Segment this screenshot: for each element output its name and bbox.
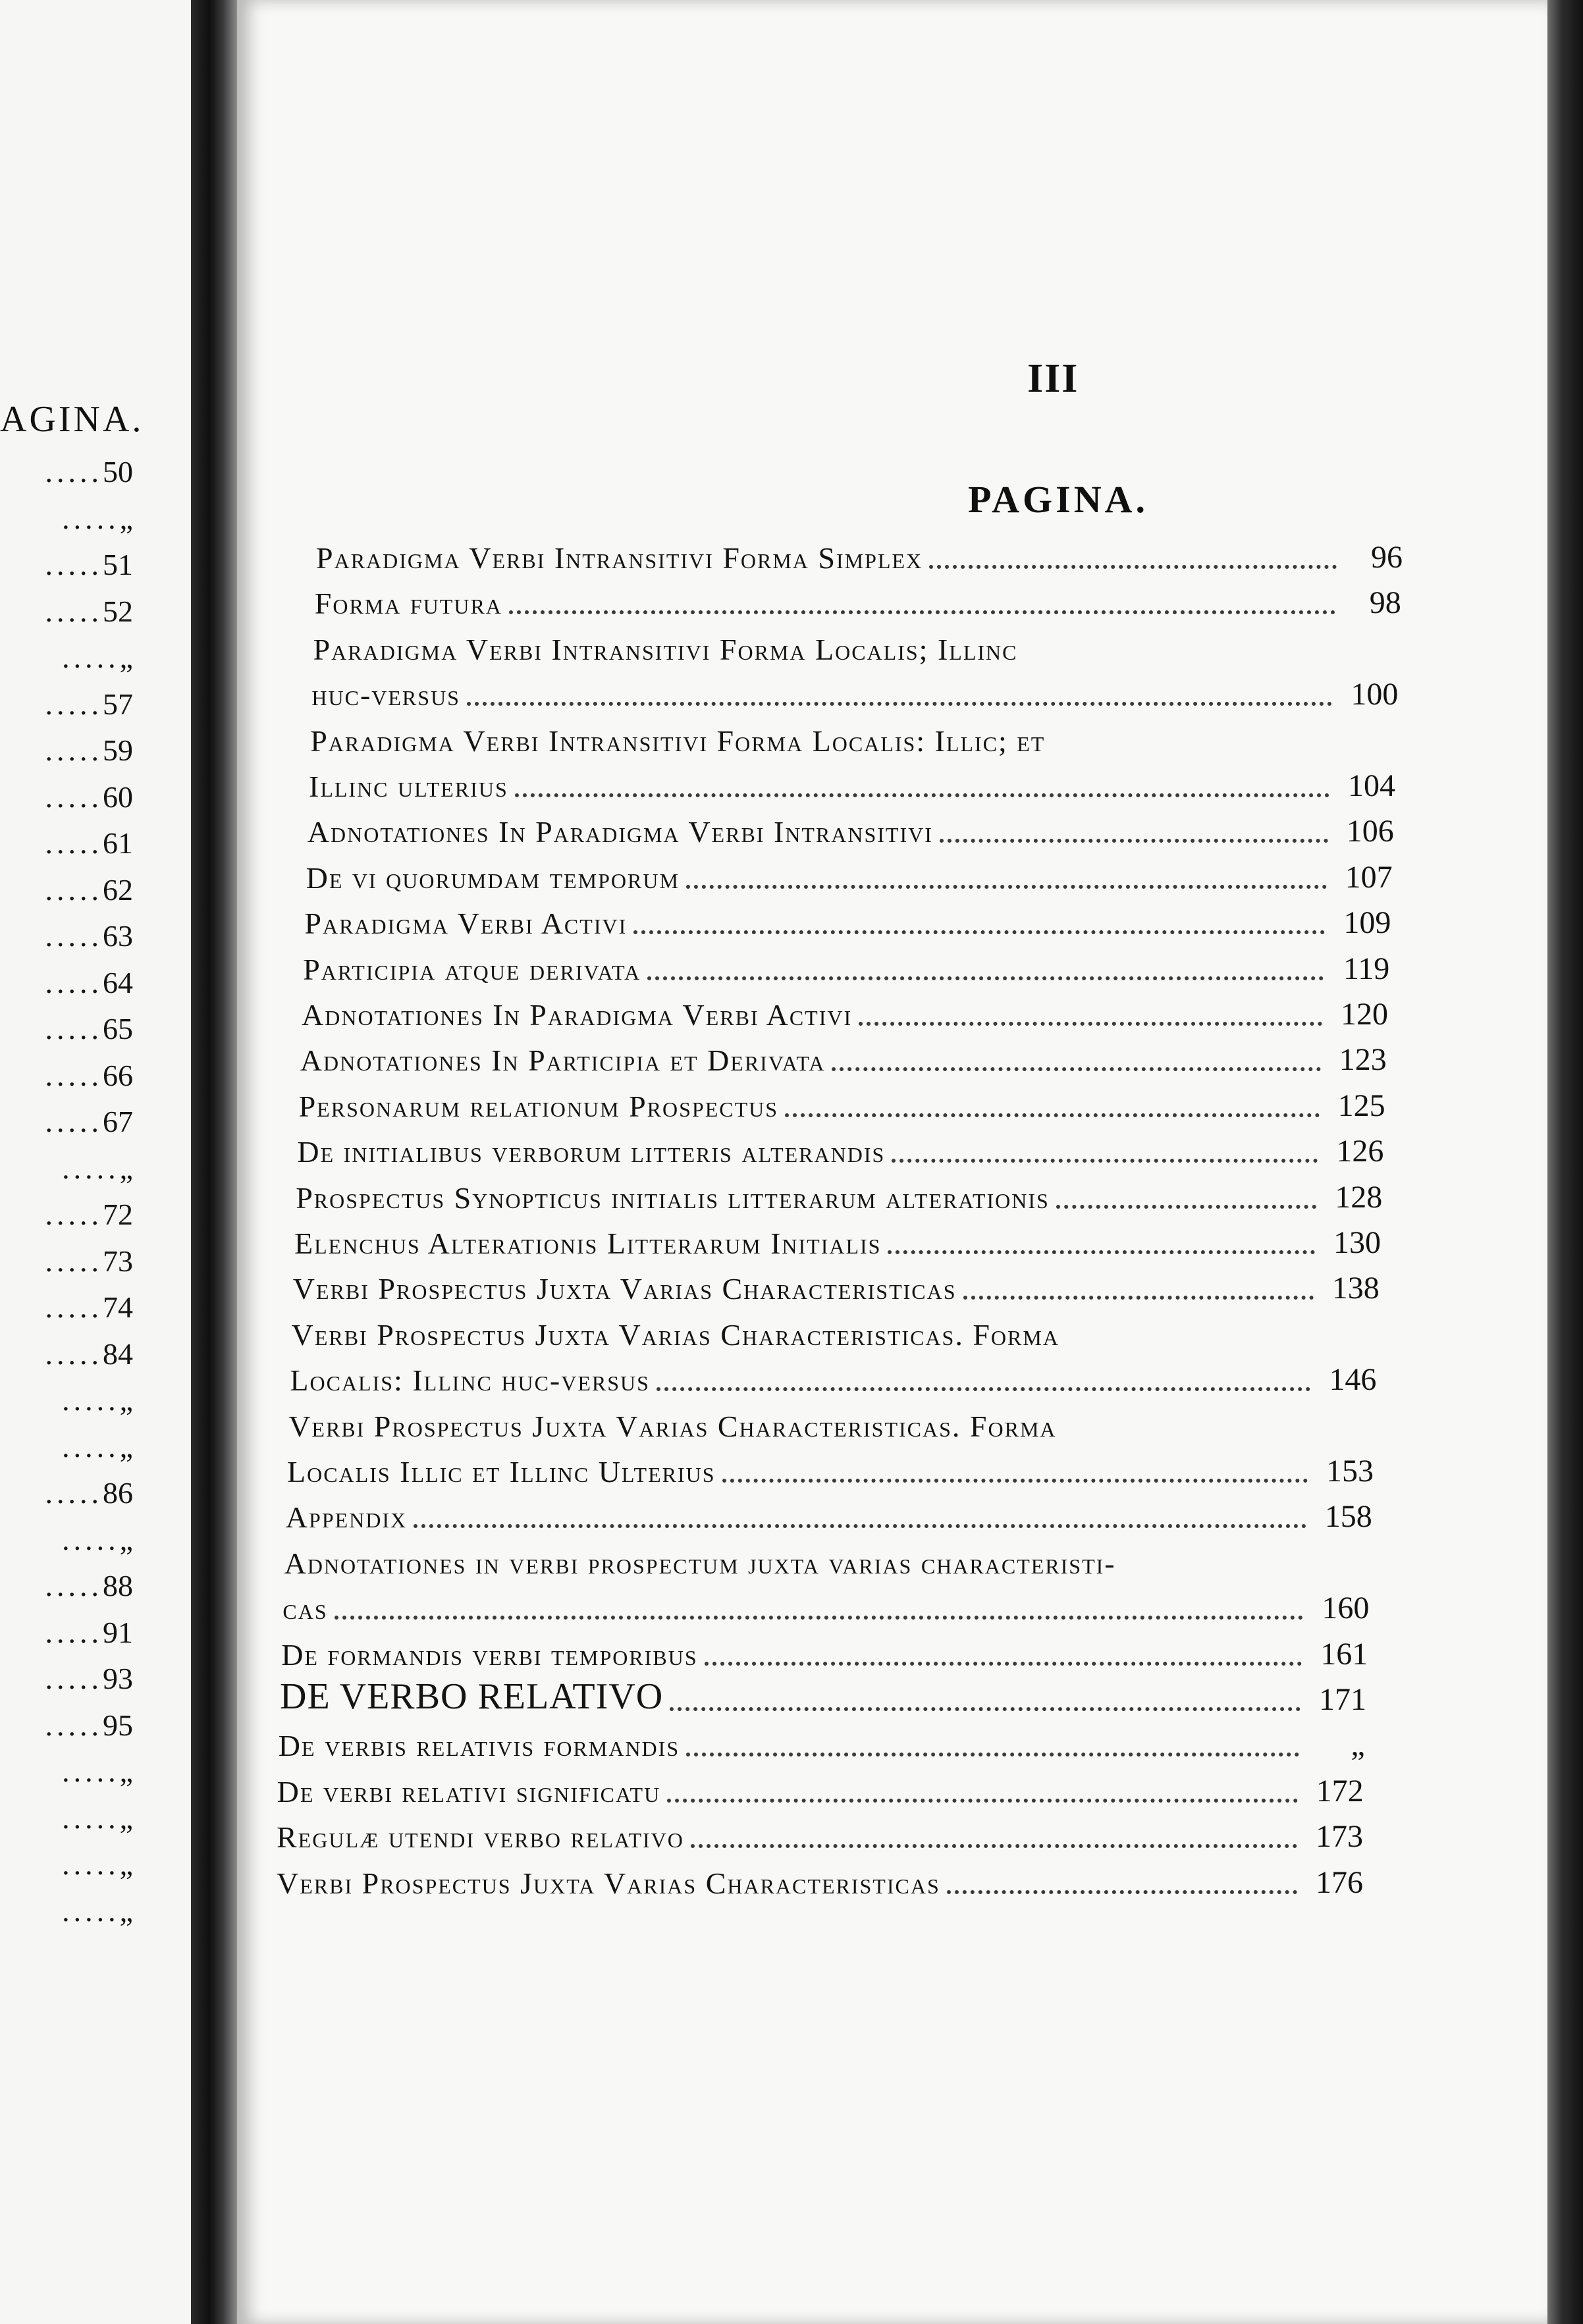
left-page-number-value: 62	[103, 872, 133, 907]
toc-entry-page: 109	[1343, 905, 1391, 941]
leader-dots	[691, 1843, 1297, 1848]
toc-entry-title: De verbi relativi significatu	[277, 1774, 661, 1809]
toc-entry	[299, 1082, 1385, 1124]
left-page-number-value: „	[119, 1801, 133, 1835]
leader-dots: .....	[45, 594, 103, 628]
toc-entry-title: Paradigma Verbi Intransitivi Forma Localis; Illinc	[313, 632, 1018, 666]
toc-entry-title: Regulæ utendi verbo relativo	[277, 1820, 684, 1855]
leader-dots	[1056, 1204, 1316, 1209]
page-number: III	[1027, 356, 1079, 401]
toc-entry-page: 106	[1346, 814, 1394, 849]
toc-entry	[300, 1036, 1387, 1078]
toc-entry-title: De vi quorumdam temporum	[306, 860, 680, 895]
leader-dots: .....	[45, 919, 103, 953]
leader-dots	[722, 1478, 1308, 1483]
toc-entry-page: 161	[1320, 1636, 1368, 1672]
left-page-number	[62, 501, 133, 536]
leader-dots	[647, 976, 1324, 980]
left-page-number	[45, 1708, 134, 1743]
leader-dots	[832, 1067, 1320, 1071]
leader-dots: .....	[62, 1383, 120, 1417]
toc-entry-page: 98	[1369, 585, 1401, 621]
leader-dots: .....	[62, 1847, 120, 1881]
left-page-number	[45, 547, 134, 582]
toc-entry-title: De formandis verbi temporibus	[281, 1637, 698, 1672]
toc-entry-page: 123	[1339, 1042, 1387, 1078]
toc-entry-title: cas	[282, 1592, 328, 1626]
toc-entry-title: Personarum relationum Prospectus	[298, 1089, 779, 1123]
toc-entry	[293, 1264, 1380, 1306]
leader-dots	[940, 838, 1328, 843]
leader-dots	[657, 1386, 1310, 1391]
toc-entry	[287, 1447, 1374, 1489]
toc-entry	[288, 1402, 1375, 1444]
book-gutter	[191, 0, 237, 2324]
leader-dots	[515, 793, 1329, 797]
toc-entry-title: Adnotationes in verbi prospectum juxta varias characteristi-	[284, 1546, 1116, 1580]
toc-entry-page: 173	[1316, 1819, 1363, 1855]
toc-entry-page: 119	[1343, 951, 1390, 986]
left-page-number-value: 88	[103, 1569, 133, 1602]
toc-entry-title: Adnotationes In Paradigma Verbi Activi	[302, 998, 853, 1032]
toc-entry-title: Appendix	[285, 1500, 408, 1535]
leader-dots: .....	[45, 872, 103, 907]
leader-dots: .....	[45, 1336, 103, 1371]
leader-dots: .....	[62, 1429, 120, 1464]
left-page-number	[45, 594, 134, 629]
toc-entry	[292, 1310, 1378, 1352]
left-page-number	[45, 733, 134, 768]
left-page-number-value: 91	[103, 1615, 133, 1649]
toc-entry-title: Localis Illic et Illinc Ulterius	[287, 1455, 716, 1489]
left-page-number-value: 93	[103, 1662, 133, 1695]
toc-entry-title: De initialibus verborum litteris alterandis	[297, 1135, 886, 1169]
toc-entry	[316, 533, 1403, 575]
left-page-number-value: 63	[103, 919, 133, 953]
left-page-number	[45, 779, 134, 814]
toc-entry-title: Forma futura	[314, 587, 502, 621]
leader-dots: .....	[45, 548, 103, 581]
leader-dots: .....	[45, 687, 103, 721]
leader-dots	[686, 884, 1327, 889]
toc-entry	[281, 1630, 1368, 1672]
toc-entry-page: „	[1351, 1728, 1365, 1763]
left-page-number	[45, 1336, 134, 1371]
left-page-number-value: 52	[103, 594, 133, 628]
left-page-number	[45, 1615, 134, 1650]
toc-entry-page: 158	[1324, 1499, 1372, 1535]
leader-dots: .....	[45, 1476, 103, 1510]
left-page-number	[62, 1522, 133, 1557]
toc-entry-page: 104	[1348, 768, 1395, 803]
toc-entry-title: Paradigma Verbi Intransitivi Forma Simplex	[316, 541, 923, 575]
toc-entry-title: Verbi Prospectus Juxta Varias Characteristicas. Forma	[291, 1317, 1060, 1352]
left-page-number-value: „	[119, 1847, 133, 1881]
left-page-number	[45, 1568, 134, 1603]
left-page-number	[62, 1383, 133, 1417]
toc-entry	[310, 716, 1397, 758]
leader-dots	[467, 701, 1332, 706]
toc-entry-page: 160	[1322, 1591, 1370, 1626]
toc-entry-page: 125	[1337, 1088, 1385, 1123]
leader-dots: .....	[45, 965, 103, 999]
toc-entry-page: 120	[1341, 997, 1388, 1032]
toc-entry-page: 171	[1319, 1682, 1366, 1717]
left-page-number	[62, 1893, 133, 1928]
leader-dots	[705, 1661, 1302, 1666]
toc-entry	[290, 1356, 1376, 1398]
leader-dots	[888, 1250, 1315, 1254]
left-page-number	[62, 1151, 133, 1186]
left-page-number-value: „	[119, 1383, 133, 1417]
left-page-number	[45, 1058, 134, 1093]
leader-dots	[633, 930, 1325, 934]
toc-entry	[313, 625, 1400, 667]
leader-dots: .....	[62, 1755, 120, 1788]
left-page-number	[45, 918, 134, 953]
left-page-number	[45, 872, 134, 907]
toc-entry-title: Elenchus Alterationis Litterarum Initialis	[294, 1227, 882, 1260]
toc-entry	[280, 1676, 1366, 1718]
toc-entry-title: Participia atque derivata	[303, 952, 641, 986]
left-page-number-value: 57	[103, 687, 133, 721]
leader-dots	[509, 610, 1335, 614]
leader-dots: .....	[45, 1708, 103, 1742]
leader-dots	[859, 1021, 1322, 1026]
toc-entry-page: 138	[1331, 1271, 1380, 1306]
leader-dots: .....	[45, 1198, 103, 1231]
toc-entry-page: 146	[1329, 1362, 1377, 1398]
left-page-number-value: „	[119, 1429, 133, 1464]
leader-dots: .....	[45, 1290, 103, 1324]
toc-entry	[284, 1539, 1371, 1581]
leader-dots: .....	[45, 779, 103, 814]
toc-entry-page: 172	[1316, 1773, 1364, 1809]
toc-entry	[315, 579, 1401, 621]
leader-dots	[414, 1523, 1306, 1528]
toc-entry-page: 176	[1316, 1864, 1363, 1900]
toc-entry-page: 107	[1345, 859, 1393, 895]
leader-dots: .....	[62, 1522, 120, 1556]
left-page-number-value: „	[119, 1151, 133, 1185]
leader-dots: .....	[45, 1662, 103, 1695]
left-page-number-value: „	[119, 1893, 133, 1928]
toc-entry	[294, 1219, 1381, 1261]
pagina-column-header: PAGINA.	[968, 478, 1148, 521]
toc-entry-title: Adnotationes In Participia et Derivata	[300, 1043, 826, 1078]
toc-entry-page: 126	[1336, 1134, 1384, 1169]
left-page-number	[45, 1011, 134, 1046]
left-page-number	[45, 687, 134, 722]
toc-entry-page: 130	[1333, 1225, 1381, 1260]
left-page-number-value: 84	[103, 1336, 133, 1371]
toc-entry-page: 153	[1326, 1454, 1374, 1489]
left-page-number	[45, 1290, 134, 1325]
left-page-number	[62, 1847, 133, 1882]
left-page-number-value: 86	[103, 1476, 133, 1510]
left-page-number-value: 95	[103, 1708, 133, 1742]
leader-dots: .....	[45, 1012, 103, 1045]
left-page-number	[62, 1801, 133, 1835]
left-page-number	[45, 965, 134, 1000]
left-page-number-value: 67	[103, 1105, 133, 1138]
leader-dots	[686, 1752, 1299, 1756]
left-page-number	[62, 1429, 133, 1464]
left-page-number-value: 66	[103, 1058, 133, 1092]
leader-dots: .....	[62, 641, 120, 674]
left-page-number-value: 50	[103, 455, 133, 489]
toc-entry	[297, 1127, 1383, 1169]
left-page-number-value: „	[119, 641, 133, 674]
leader-dots: .....	[62, 1801, 120, 1835]
left-page-number	[45, 826, 134, 860]
leader-dots	[963, 1295, 1314, 1300]
left-page-number-value: „	[119, 501, 133, 535]
left-page-number-value: 65	[103, 1012, 133, 1045]
toc-entry	[296, 1173, 1382, 1215]
toc-entry-title: Paradigma Verbi Intransitivi Forma Localis: Illic; et	[310, 724, 1046, 758]
leader-dots: .....	[62, 1151, 120, 1185]
left-page-number	[62, 1754, 133, 1789]
leader-dots: .....	[45, 1105, 103, 1138]
toc-entry-page: 128	[1335, 1179, 1383, 1215]
left-page-number-value: 74	[103, 1290, 133, 1324]
left-page	[0, 0, 191, 2324]
leader-dots	[670, 1706, 1301, 1711]
left-page-number	[45, 1244, 134, 1279]
toc-entry-title: Prospectus Synopticus initialis litterarum alterationis	[296, 1180, 1050, 1215]
leader-dots	[892, 1158, 1318, 1163]
toc-entry-title: Verbi Prospectus Juxta Varias Characteristicas. Forma	[288, 1409, 1057, 1443]
toc-entry-title: Localis: Illinc huc-versus	[290, 1363, 650, 1398]
toc-entry	[304, 899, 1391, 941]
toc-entry-title: Illinc ulterius	[309, 770, 508, 803]
toc-entry	[308, 807, 1394, 849]
toc-entry-page: 100	[1351, 677, 1399, 712]
toc-entry-title: Verbi Prospectus Juxta Varias Characteristicas	[292, 1272, 957, 1306]
toc-entry	[302, 990, 1388, 1032]
toc-entry	[277, 1812, 1363, 1855]
left-page-number-value: 59	[103, 733, 133, 767]
left-page-number-value: 73	[103, 1244, 133, 1278]
toc-entry-page: 96	[1371, 540, 1403, 575]
left-page-number	[45, 1197, 134, 1232]
leader-dots: .....	[62, 501, 120, 535]
left-page-number	[62, 640, 133, 675]
leader-dots: .....	[45, 826, 103, 860]
left-page-number	[45, 1475, 134, 1510]
left-page-number-value: 72	[103, 1198, 133, 1231]
left-page-number-value: 61	[103, 826, 133, 860]
toc-entry-title: Paradigma Verbi Activi	[304, 907, 628, 941]
left-page-number-value: „	[119, 1522, 133, 1556]
leader-dots: .....	[45, 455, 103, 489]
toc-entry	[277, 1859, 1363, 1901]
toc-entry	[282, 1584, 1369, 1626]
leader-dots	[667, 1798, 1297, 1803]
leader-dots: .....	[45, 1569, 103, 1602]
left-page-number-value: 64	[103, 965, 133, 999]
leader-dots: .....	[62, 1893, 120, 1928]
left-page-number	[45, 1104, 134, 1139]
toc-entry-title: DE VERBO RELATIVO	[280, 1676, 664, 1717]
toc-entry-title: Verbi Prospectus Juxta Varias Characteristicas	[277, 1866, 940, 1900]
leader-dots: .....	[45, 1615, 103, 1649]
toc-entry	[306, 853, 1393, 895]
leader-dots: .....	[45, 1058, 103, 1092]
toc-entry	[279, 1721, 1365, 1763]
toc-entry	[303, 945, 1389, 987]
toc-entry	[286, 1492, 1372, 1535]
left-page-number-value: 60	[103, 779, 133, 814]
left-page-number-value: „	[119, 1755, 133, 1788]
leader-dots	[929, 564, 1337, 569]
toc-entry	[309, 762, 1395, 804]
leader-dots	[947, 1889, 1297, 1894]
leader-dots: .....	[45, 733, 103, 767]
toc-entry-title: Adnotationes In Paradigma Verbi Intransitivi	[307, 815, 933, 849]
left-page-number-value: 51	[103, 548, 133, 581]
toc-entry-title: huc-versus	[311, 678, 460, 712]
toc-entry	[277, 1767, 1364, 1809]
leader-dots: .....	[45, 1244, 103, 1278]
page-edge	[1547, 0, 1583, 2324]
leader-dots	[335, 1615, 1304, 1620]
leader-dots	[785, 1113, 1320, 1117]
toc-entry-title: De verbis relativis formandis	[278, 1729, 680, 1763]
left-page-header: AGINA.	[0, 399, 144, 440]
left-page-number	[45, 454, 134, 489]
toc-entry	[311, 670, 1398, 712]
left-page-number	[45, 1661, 134, 1696]
